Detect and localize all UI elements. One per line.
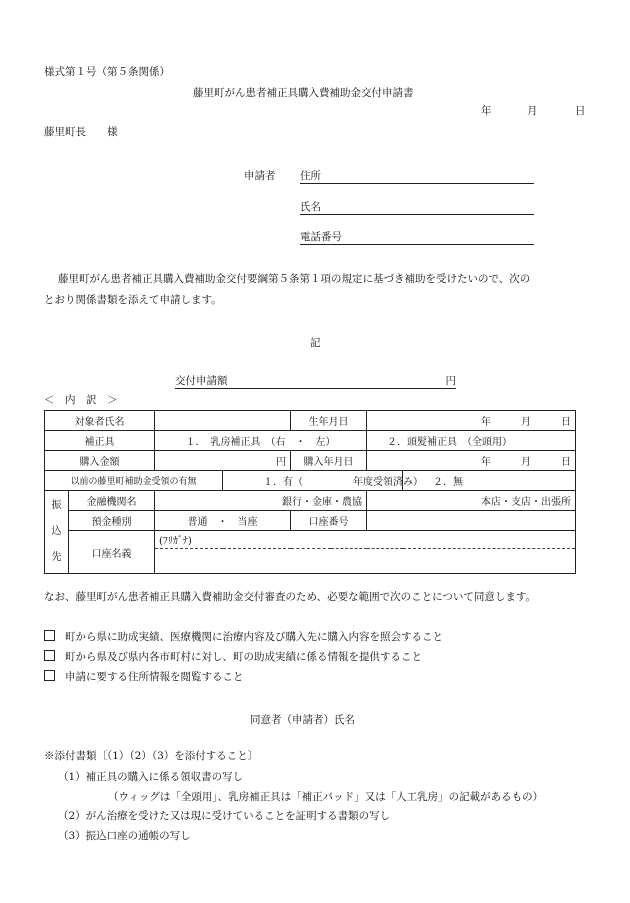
name-label: 氏名 — [300, 201, 321, 213]
phone-label: 電話番号 — [300, 231, 342, 243]
checkbox-icon[interactable] — [44, 650, 55, 661]
amount-unit: 円 — [445, 375, 456, 387]
account-holder-value[interactable] — [155, 549, 576, 574]
body-text-line-1: 藤里町がん患者補正具購入費補助金交付要綱第５条第１項の規定に基づき補助を受けたいので、次の — [58, 273, 531, 285]
table-row — [45, 471, 576, 491]
table-row — [45, 411, 576, 431]
table-row — [45, 531, 576, 549]
consent-item-1[interactable]: 町から県に助成実績、医療機関に治療内容及び購入先に購入内容を照会すること — [44, 629, 443, 644]
breakdown-table — [44, 410, 576, 574]
attachment-1-note: （ウィッグは「全頭用」、乳房補正具は「補正パッド」又は「人工乳房」の記載があるもの） — [108, 791, 544, 803]
prior-subsidy-yes[interactable]: １．有（ 年度受領済み） — [223, 471, 403, 491]
phone-field[interactable] — [300, 229, 534, 245]
date-month: 月 — [527, 105, 538, 117]
furigana-label: (ﾌﾘｶﾞﾅ) — [159, 536, 192, 547]
birth-date-value[interactable]: 年 月 日 — [367, 411, 576, 431]
date-day: 日 — [575, 105, 586, 117]
account-type-label: 預金種別 — [69, 511, 155, 531]
prior-subsidy-no[interactable]: ２．無 — [403, 471, 576, 491]
birth-date-label: 生年月日 — [291, 411, 367, 431]
target-name-value[interactable] — [155, 411, 291, 431]
prosthesis-option-2[interactable]: ２．頭髪補正具 （全頭用） — [367, 431, 576, 451]
purchase-amount-label: 購入金額 — [45, 451, 155, 471]
body-text-line-2: とおり関係書類を添えて申請します。 — [44, 294, 222, 306]
date-year: 年 — [481, 105, 492, 117]
table-row — [45, 491, 576, 511]
account-holder-label: 口座名義 — [69, 531, 155, 574]
checkbox-icon[interactable] — [44, 670, 55, 681]
bank-name-value[interactable]: 銀行・金庫・農協 — [155, 491, 367, 511]
attachments-title: ※添付書類〔（1）（2）（3）を添付すること〕 — [44, 750, 259, 762]
consent-item-3[interactable]: 申請に要する住所情報を閲覧すること — [44, 669, 244, 684]
amount-label: 交付申請額 — [175, 375, 228, 387]
prosthesis-option-1[interactable]: １． 乳房補正具 （右 ・ 左） — [155, 431, 367, 451]
address-field[interactable] — [300, 168, 534, 184]
attachment-1: （1）補正具の購入に係る領収書の写し — [58, 771, 244, 783]
applicant-label: 申請者 — [244, 170, 276, 182]
attachment-2: （2）がん治療を受けた又は現に受けていることを証明する書類の写し — [58, 810, 391, 822]
account-number-label: 口座番号 — [291, 511, 367, 531]
consent-item-2[interactable]: 町から県及び県内各市町村に対し、町の助成実績に係る情報を提供すること — [44, 649, 422, 664]
breakdown-heading: ＜ 内 訳 ＞ — [44, 394, 118, 406]
transfer-label: 振 込 先 — [45, 491, 69, 574]
consenter-name-label: 同意者（申請者）氏名 — [250, 714, 355, 726]
address-label: 住所 — [300, 170, 321, 182]
table-row — [45, 451, 576, 471]
furigana-field[interactable] — [155, 531, 576, 549]
form-title: 藤里町がん患者補正具購入費補助金交付申請書 — [193, 87, 414, 99]
bank-name-label: 金融機関名 — [69, 491, 155, 511]
table-row — [45, 431, 576, 451]
form-number: 様式第１号（第５条関係） — [44, 66, 170, 78]
purchase-amount-value[interactable]: 円 — [155, 451, 291, 471]
ki-heading: 記 — [310, 337, 321, 349]
addressee: 藤里町長 様 — [44, 126, 118, 138]
purchase-date-label: 購入年月日 — [291, 451, 367, 471]
account-type-options[interactable]: 普通 ・ 当座 — [155, 511, 291, 531]
name-field[interactable] — [300, 199, 534, 215]
target-name-label: 対象者氏名 — [45, 411, 155, 431]
account-number-value[interactable] — [367, 511, 576, 531]
branch-name-value[interactable]: 本店・支店・出張所 — [367, 491, 576, 511]
attachment-3: （3）振込口座の通帳の写し — [58, 830, 191, 842]
consent-text: なお、藤里町がん患者補正具購入費補助金交付審査のため、必要な範囲で次のことについて同意します。 — [44, 591, 537, 603]
amount-field[interactable] — [175, 373, 456, 389]
prosthesis-label: 補正具 — [45, 431, 155, 451]
checkbox-icon[interactable] — [44, 630, 55, 641]
purchase-date-value[interactable]: 年 月 日 — [367, 451, 576, 471]
table-row — [45, 511, 576, 531]
prior-subsidy-label: 以前の藤里町補助金受領の有無 — [45, 471, 223, 491]
